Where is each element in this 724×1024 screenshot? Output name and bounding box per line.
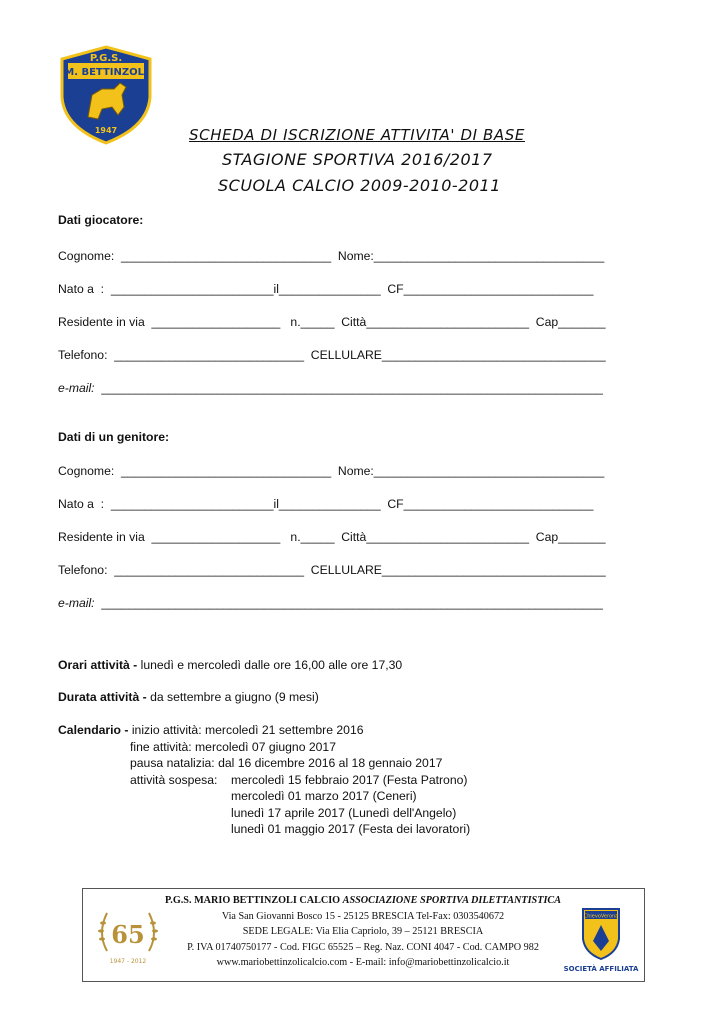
footer-address: Via San Giovanni Bosco 15 - 25125 BRESCIA Tel-Fax: 0303540672 [221, 910, 505, 922]
calendar-suspended-1: mercoledì 15 febbraio 2017 (Festa Patrono) [231, 773, 468, 787]
player-section-heading: Dati giocatore: [58, 213, 144, 227]
schedule-label: Orari attività - [58, 658, 141, 672]
club-logo [58, 45, 154, 145]
player-birth-field[interactable]: Nato a : ________________________il_______________ CF____________________________ [58, 282, 594, 296]
calendar-end: fine attività: mercoledì 07 giugno 2017 [130, 740, 336, 754]
svg-text:1947: 1947 [94, 126, 118, 135]
svg-text:ChievoVerona: ChievoVerona [583, 913, 619, 920]
duration-label: Durata attività - [58, 690, 151, 704]
player-email-field[interactable] [58, 381, 603, 395]
footer-org: P.G.S. MARIO BETTINZOLI CALCIO ASSOCIAZIONE SPORTIVA DILETTANTISTICA [165, 895, 562, 906]
calendar-suspended-4: lunedì 01 maggio 2017 (Festa dei lavoratori) [231, 822, 471, 836]
parent-email-field[interactable] [58, 596, 603, 610]
calendar-start: inizio attività: mercoledì 21 settembre 2016 [131, 723, 364, 737]
svg-text:M. BETTINZOLI: M. BETTINZOLI [64, 67, 148, 78]
svg-text:SOCIETÀ AFFILIATA: SOCIETÀ AFFILIATA [563, 965, 639, 973]
svg-text:65: 65 [111, 920, 145, 949]
player-name-field[interactable]: Cognome: _______________________________ Nome:__________________________________ [58, 249, 605, 263]
email-label: e-mail: [58, 381, 95, 395]
calendar-pause: pausa natalizia: dal 16 dicembre 2016 al 18 gennaio 2017 [130, 756, 443, 770]
svg-text:P.G.S.: P.G.S. [89, 53, 123, 64]
parent-address-field[interactable]: Residente in via ___________________ n._____ Città________________________ Cap_______ [58, 530, 606, 544]
duration-text: da settembre a giugno (9 mesi) [150, 690, 319, 704]
calendar-line [58, 723, 364, 737]
player-phone-field[interactable]: Telefono: ____________________________ CELLULARE_________________________________ [58, 348, 606, 362]
duration-line [58, 690, 319, 704]
parent-section-heading: Dati di un genitore: [58, 430, 170, 444]
footer-box [82, 888, 645, 982]
anniversary-logo [93, 899, 163, 969]
calendar-suspended-label: attività sospesa: [130, 773, 218, 787]
email-label: e-mail: [58, 596, 95, 610]
season-title: STAGIONE SPORTIVA 2016/2017 [222, 150, 493, 169]
affiliate-logo [561, 903, 641, 975]
calendar-suspended-2: mercoledì 01 marzo 2017 (Ceneri) [231, 789, 417, 803]
calendar-suspended-3: lunedì 17 aprile 2017 (Lunedì dell'Angelo) [231, 806, 457, 820]
footer-codes: P. IVA 01740750177 - Cod. FIGC 65525 – Reg. Naz. CONI 4047 - Cod. CAMPO 982 [187, 941, 539, 953]
schedule-text: lunedì e mercoledì dalle ore 16,00 alle ore 17,30 [140, 658, 403, 672]
schedule-line [58, 658, 402, 672]
form-title: SCHEDA DI ISCRIZIONE ATTIVITA' DI BASE [189, 126, 525, 144]
email-line: __________________________________________________________________________ [94, 596, 603, 610]
parent-birth-field[interactable]: Nato a : ________________________il_______________ CF____________________________ [58, 497, 594, 511]
school-title: SCUOLA CALCIO 2009-2010-2011 [218, 176, 501, 195]
email-line: __________________________________________________________________________ [94, 381, 603, 395]
parent-name-field[interactable]: Cognome: _______________________________ Nome:__________________________________ [58, 464, 605, 478]
footer-web[interactable]: www.mariobettinzolicalcio.com - E-mail: info@mariobettinzolicalcio.it [216, 957, 510, 969]
calendar-label: Calendario - [58, 723, 132, 737]
player-address-field[interactable]: Residente in via ___________________ n._____ Città________________________ Cap_______ [58, 315, 606, 329]
parent-phone-field[interactable]: Telefono: ____________________________ CELLULARE_________________________________ [58, 563, 606, 577]
footer-text [165, 889, 561, 971]
footer-legal: SEDE LEGALE: Via Elia Capriolo, 39 – 25121 BRESCIA [242, 926, 484, 938]
svg-text:1947 - 2012: 1947 - 2012 [109, 958, 147, 965]
